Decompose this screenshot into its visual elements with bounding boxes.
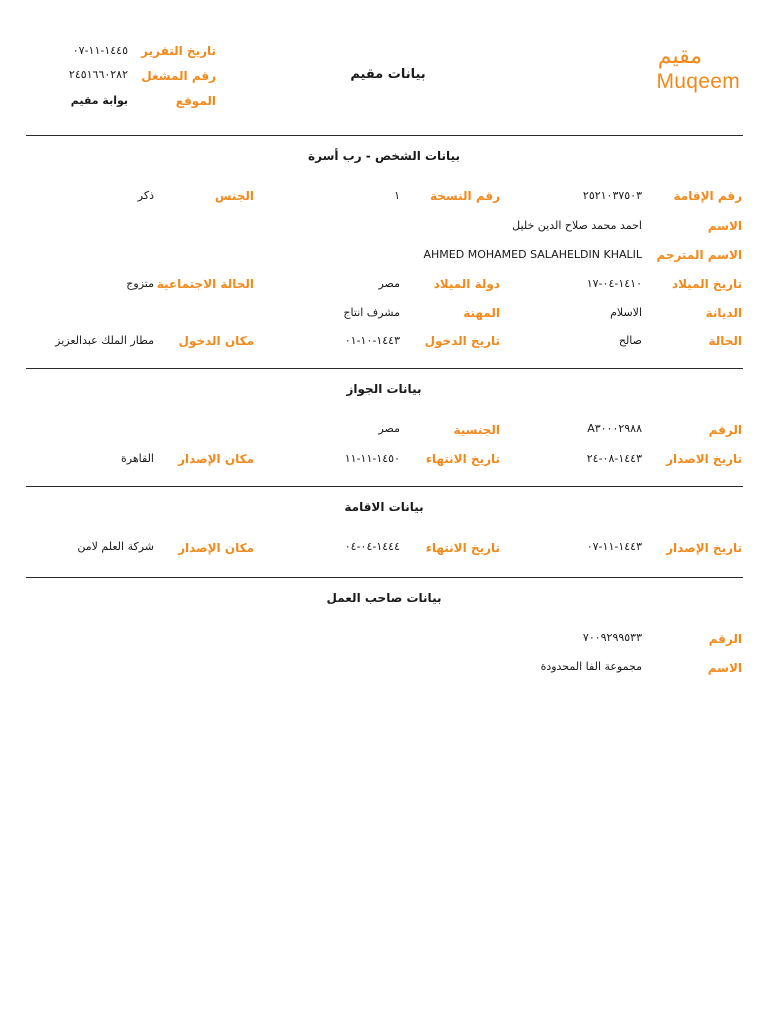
residence-expiry-value: ١٤٤٤-٠٤-٠٤	[344, 540, 400, 553]
employer-number-value: ٧٠٠٩٢٩٩٥٣٣	[582, 631, 642, 644]
status-value: صالح	[618, 334, 642, 347]
residence-expiry-label: تاريخ الانتهاء	[425, 541, 500, 555]
copy-number-value: ١	[394, 189, 400, 202]
birth-country-label: دولة الميلاد	[433, 277, 500, 291]
marital-status-label: الحالة الاجتماعية	[156, 277, 254, 291]
divider-residence	[26, 577, 743, 578]
entry-date-value: ١٤٤٣-١٠-٠١	[344, 334, 400, 347]
religion-value: الاسلام	[610, 306, 642, 319]
entry-place-label: مكان الدخول	[178, 334, 254, 348]
employer-name-label: الاسم	[707, 661, 742, 675]
copy-number-label: رقم النسخة	[429, 189, 500, 203]
report-date-label: تاريخ التقرير	[141, 44, 216, 58]
employer-name-value: مجموعة الفا المحدودة	[540, 660, 642, 673]
passport-issue-date-value: ١٤٤٣-٠٨-٢٤	[586, 452, 642, 465]
passport-expiry-label: تاريخ الانتهاء	[425, 452, 500, 466]
section-title-person: بيانات الشخص - رب أسرة	[308, 149, 460, 163]
logo-english-text: Muqeem	[656, 70, 740, 93]
birthdate-label: تاريخ الميلاد	[671, 277, 742, 291]
report-date-value: ١٤٤٥-١١-٠٧	[72, 44, 128, 57]
passport-issue-date-label: تاريخ الاصدار	[666, 452, 742, 466]
religion-label: الديانة	[705, 306, 742, 320]
marital-status-value: متزوج	[126, 277, 154, 290]
birth-country-value: مصر	[378, 277, 400, 290]
gender-value: ذكر	[137, 189, 154, 202]
operator-number-label: رقم المشغل	[141, 69, 216, 83]
residence-issue-place-value: شركة العلم لامن	[77, 540, 154, 553]
residence-issue-date-value: ١٤٤٣-١١-٠٧	[586, 540, 642, 553]
logo-arabic-text: مقيم	[657, 44, 702, 69]
passport-number-label: الرقم	[708, 423, 742, 437]
birthdate-value: ١٤١٠-٠٤-١٧	[586, 277, 642, 290]
iqama-number-label: رقم الإقامة	[673, 189, 742, 203]
status-label: الحالة	[708, 334, 742, 348]
divider-passport	[26, 486, 743, 487]
passport-number-value: A٣٠٠٠٢٩٨٨	[587, 422, 642, 435]
entry-date-label: تاريخ الدخول	[424, 334, 500, 348]
name-label: الاسم	[707, 219, 742, 233]
occupation-value: مشرف انتاج	[343, 306, 400, 319]
section-title-residence: بيانات الاقامة	[344, 500, 424, 514]
name-value: احمد محمد صلاح الدين خليل	[512, 219, 642, 232]
operator-number-value: ٢٤٥١٦٦٠٢٨٢	[68, 68, 128, 81]
passport-expiry-value: ١٤٥٠-١١-١١	[344, 452, 400, 465]
divider-header	[26, 135, 743, 136]
translated-name-label: الاسم المترجم	[656, 248, 742, 262]
employer-number-label: الرقم	[708, 632, 742, 646]
nationality-value: مصر	[378, 422, 400, 435]
occupation-label: المهنة	[463, 306, 500, 320]
passport-issue-place-label: مكان الإصدار	[178, 452, 254, 466]
location-label: الموقع	[175, 94, 216, 108]
passport-issue-place-value: القاهرة	[121, 452, 154, 465]
page-title: بيانات مقيم	[350, 67, 426, 82]
nationality-label: الجنسية	[453, 423, 500, 437]
section-title-passport: بيانات الجواز	[346, 382, 422, 396]
iqama-number-value: ٢٥٢١٠٣٧٥٠٣	[582, 189, 642, 202]
section-title-employer: بيانات صاحب العمل	[326, 591, 442, 605]
divider-person	[26, 368, 743, 369]
gender-label: الجنس	[214, 189, 254, 203]
entry-place-value: مطار الملك عبدالعزيز	[55, 334, 154, 347]
location-value: بوابة مقيم	[70, 94, 128, 107]
residence-issue-place-label: مكان الإصدار	[178, 541, 254, 555]
translated-name-value: AHMED MOHAMED SALAHELDIN KHALIL	[423, 248, 642, 261]
residence-issue-date-label: تاريخ الإصدار	[666, 541, 742, 555]
